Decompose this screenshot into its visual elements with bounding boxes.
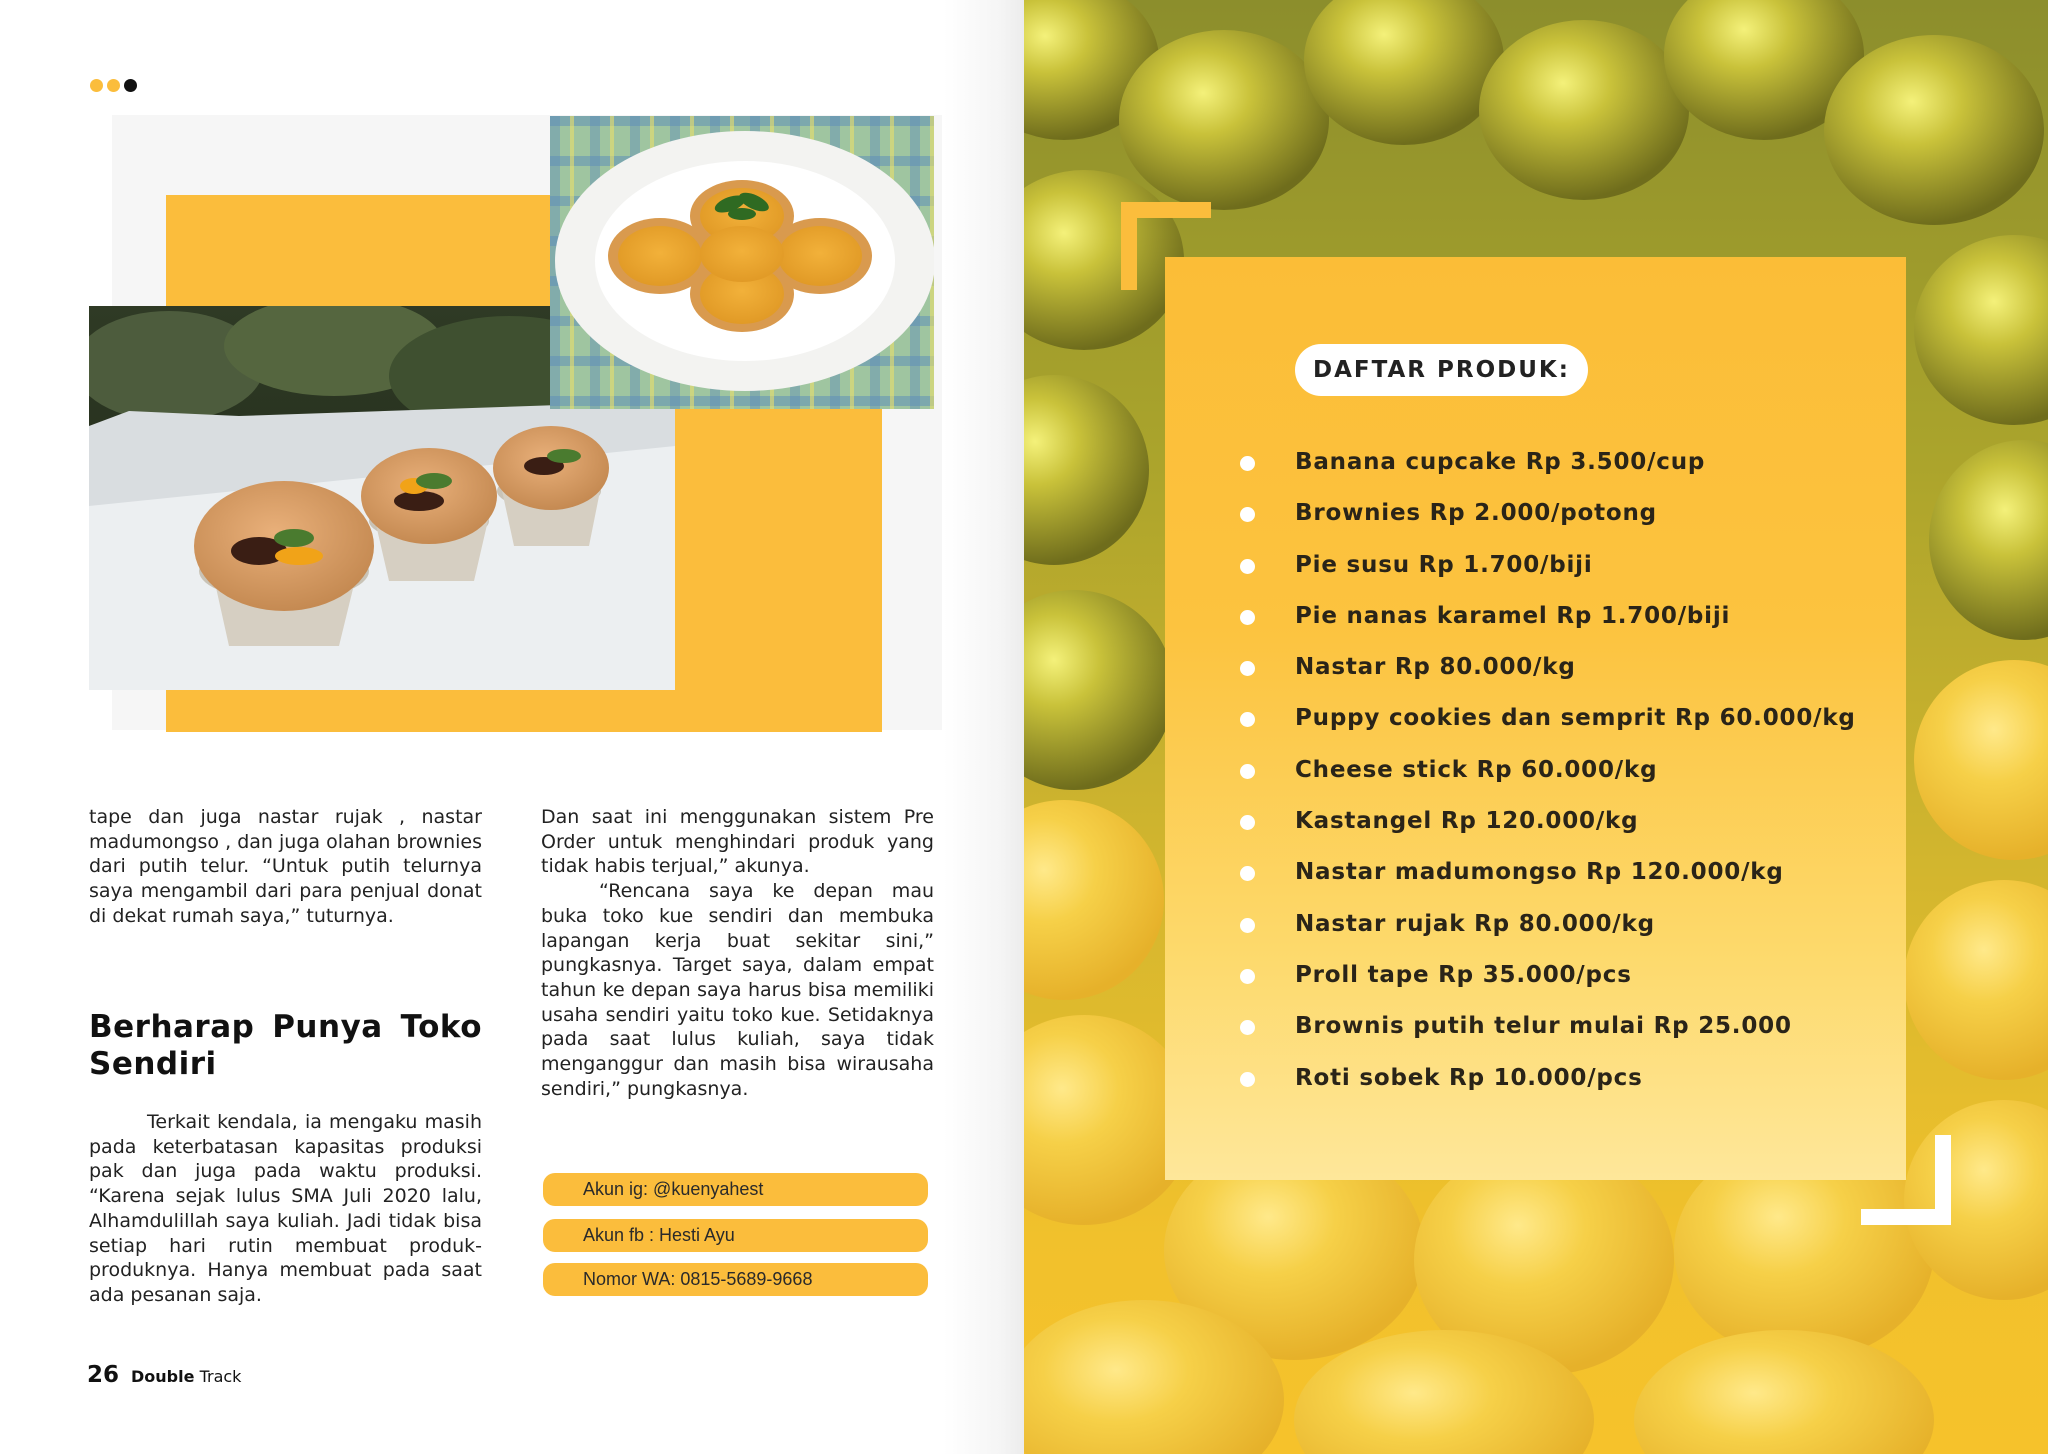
bullet-icon — [1240, 559, 1255, 574]
product-list-title: DAFTAR PRODUK: — [1295, 344, 1588, 396]
bullet-icon — [1240, 764, 1255, 779]
subheading-line-1: Berharap Punya Toko — [89, 1009, 482, 1045]
bullet-icon — [1240, 815, 1255, 830]
decor-dots — [90, 79, 137, 92]
product-item — [1240, 488, 1856, 539]
publication-name-regular: Track — [199, 1367, 242, 1386]
photo-pie-susu — [550, 116, 934, 409]
bullet-icon — [1240, 456, 1255, 471]
product-item — [1240, 437, 1856, 488]
bullet-icon — [1240, 918, 1255, 933]
product-item-text: Nastar rujak Rp 80.000/kg — [1295, 910, 1655, 937]
product-item-text: Proll tape Rp 35.000/pcs — [1295, 961, 1632, 988]
bullet-icon — [1240, 661, 1255, 676]
right-page — [1024, 0, 2048, 1454]
publication-name-bold: Double — [131, 1367, 195, 1386]
product-item-text: Roti sobek Rp 10.000/pcs — [1295, 1064, 1643, 1091]
decor-dot-yellow — [107, 79, 120, 92]
publication-name — [131, 1367, 241, 1386]
paragraph: Dan saat ini menggunakan sistem Pre Order untuk menghindari produk yang tidak habis terjual,” akunya. — [541, 806, 934, 878]
bullet-icon — [1240, 969, 1255, 984]
product-item — [1240, 796, 1856, 847]
bullet-icon — [1240, 507, 1255, 522]
product-item — [1240, 847, 1856, 898]
product-item-text: Cheese stick Rp 60.000/kg — [1295, 756, 1658, 783]
paragraph: “Rencana saya ke depan mau buka toko kue sendiri dan membuka lapangan kerja buat sekitar sini,” pungkasnya. Target saya, dalam empat tahun ke depan saya harus bisa memiliki usaha sendiri yaitu toko kue. Setidaknya pada saat lulus kuliah, saya tidak menganggur dan masih bisa wirausaha sendiri,” pungkasnya. — [541, 880, 934, 1100]
product-item — [1240, 950, 1856, 1001]
product-item-text: Nastar Rp 80.000/kg — [1295, 654, 1576, 681]
product-item — [1240, 591, 1856, 642]
bullet-icon — [1240, 866, 1255, 881]
article-column-1-continued — [89, 1110, 482, 1308]
product-item — [1240, 1053, 1856, 1104]
paragraph: tape dan juga nastar rujak , nastar madumongso , dan juga olahan brownies dari putih telur. “Untuk putih telurnya saya mengambil dari para penjual donat di dekat rumah saya,” tuturnya. — [89, 806, 482, 927]
contact-whatsapp: Nomor WA: 0815-5689-9668 — [543, 1263, 928, 1296]
product-item-text: Brownis putih telur mulai Rp 25.000 — [1295, 1013, 1792, 1040]
product-item-text: Kastangel Rp 120.000/kg — [1295, 808, 1639, 835]
product-list-card — [1165, 257, 1906, 1180]
contact-instagram: Akun ig: @kuenyahest — [543, 1173, 928, 1206]
bullet-icon — [1240, 1020, 1255, 1035]
bullet-icon — [1240, 1072, 1255, 1087]
product-item — [1240, 745, 1856, 796]
article-subheading — [89, 1009, 482, 1083]
product-item-text: Puppy cookies dan semprit Rp 60.000/kg — [1295, 705, 1856, 732]
product-item — [1240, 899, 1856, 950]
bullet-icon — [1240, 610, 1255, 625]
product-item — [1240, 693, 1856, 744]
product-item — [1240, 642, 1856, 693]
product-item — [1240, 540, 1856, 591]
product-item-text: Brownies Rp 2.000/potong — [1295, 500, 1657, 527]
subheading-line-2: Sendiri — [89, 1046, 217, 1082]
product-item-text: Pie nanas karamel Rp 1.700/biji — [1295, 602, 1731, 629]
page-folio — [87, 1362, 241, 1388]
decor-dot-black — [124, 79, 137, 92]
product-list — [1240, 437, 1856, 1104]
page-number: 26 — [87, 1362, 120, 1388]
decor-dot-yellow — [90, 79, 103, 92]
bullet-icon — [1240, 712, 1255, 727]
article-column-2 — [541, 805, 934, 1101]
product-item-text: Nastar madumongso Rp 120.000/kg — [1295, 859, 1784, 886]
page-gutter-shadow — [944, 0, 1024, 1454]
article-column-1 — [89, 805, 482, 929]
contact-facebook: Akun fb : Hesti Ayu — [543, 1219, 928, 1252]
paragraph: Terkait kendala, ia mengaku masih pada keterbatasan kapasitas produksi pak dan juga pada waktu produksi. “Karena sejak lulus SMA Juli 2020 lalu, Alhamdulillah saya kuliah. Jadi tidak bisa setiap hari rutin membuat produk-produknya. Hanya membuat pada saat ada pesanan saja. — [89, 1111, 482, 1306]
product-item-text: Pie susu Rp 1.700/biji — [1295, 551, 1593, 578]
product-item-text: Banana cupcake Rp 3.500/cup — [1295, 449, 1706, 475]
product-item — [1240, 1001, 1856, 1052]
